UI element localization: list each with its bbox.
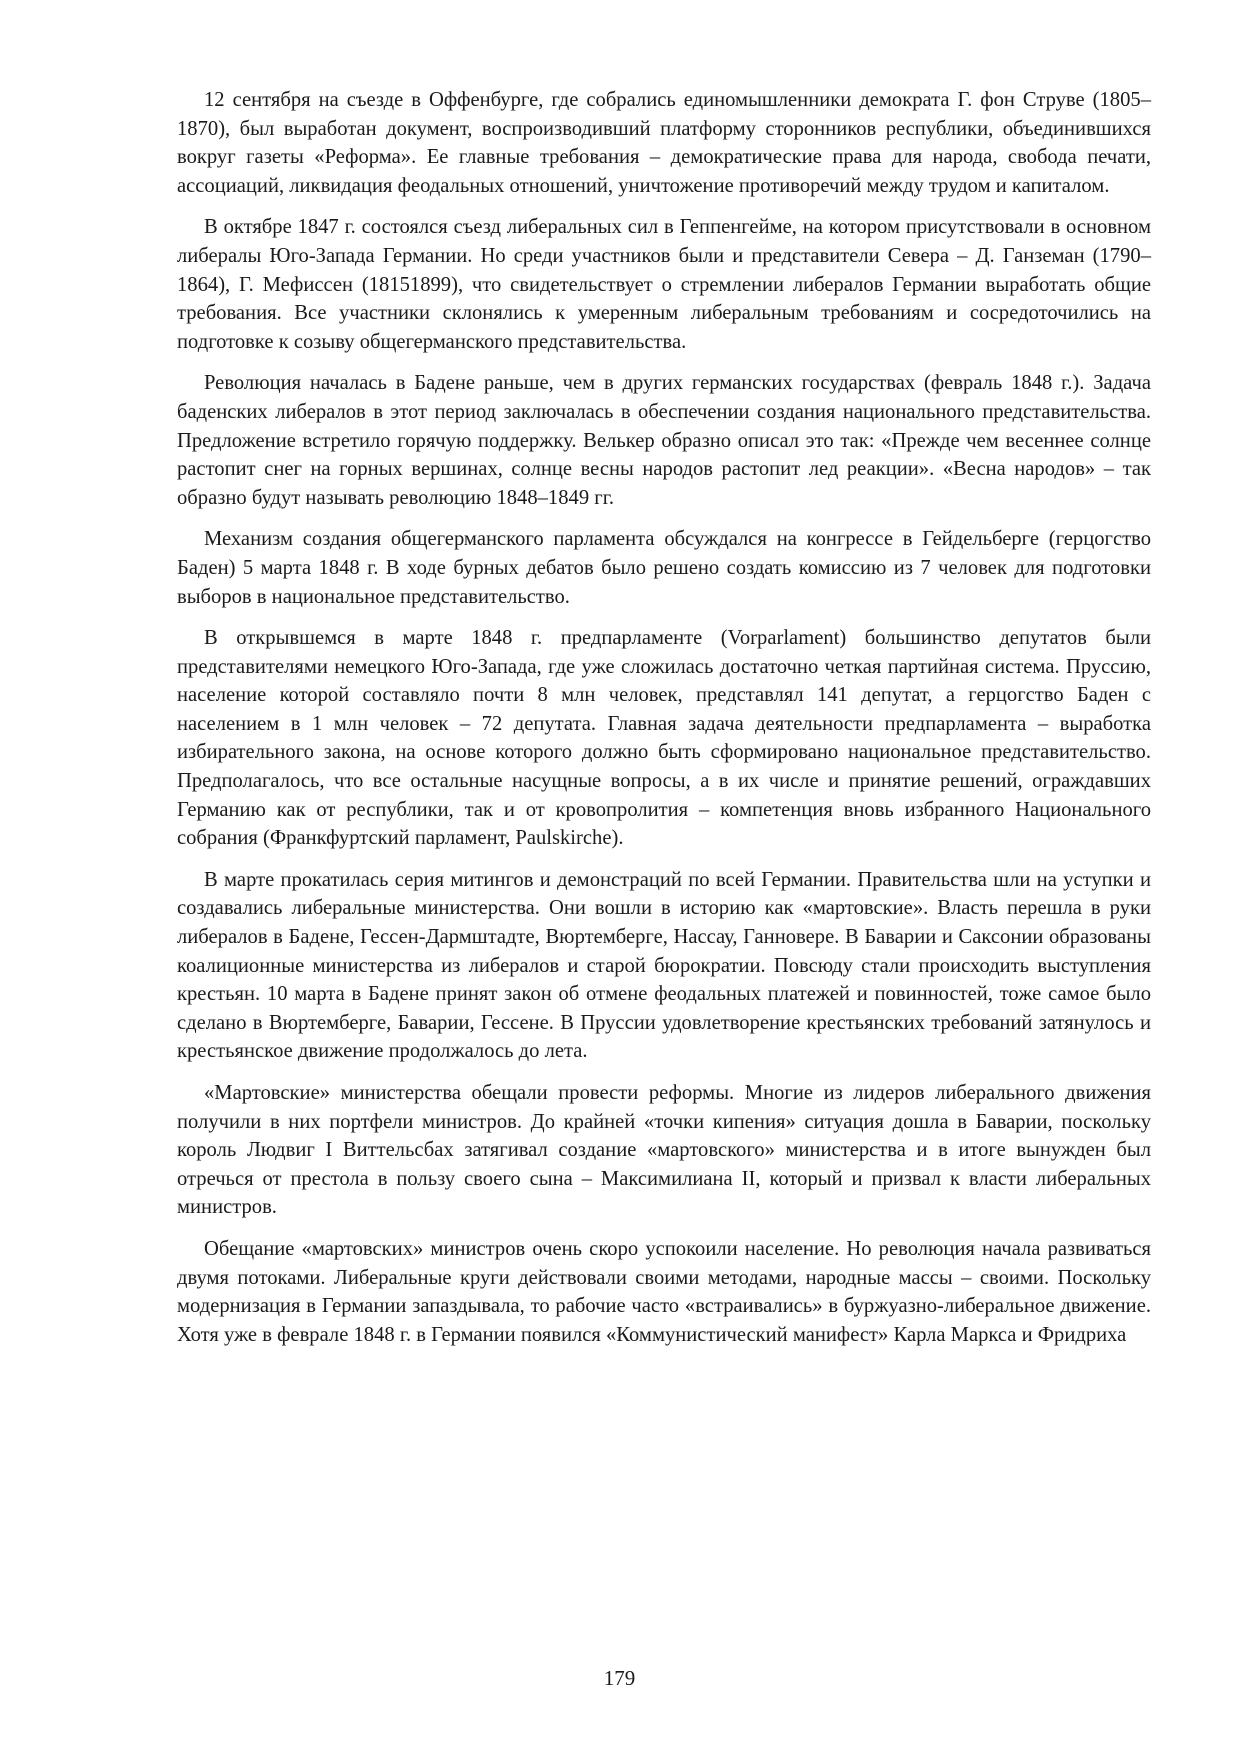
paragraph-3: Революция началась в Бадене раньше, чем в других германских государствах (февраль 1848 г.). Задача баденских либералов в этот период заключалась в обеспечении создания национального представительства. Предложение встретило горячую поддержку. Велькер образно описал это так: «Прежде чем весеннее солнце растопит снег на горных вершинах, солнце весны народов растопит лед реакции». «Весна народов» – так образно будут называть революцию 1848–1849 гг.: [177, 372, 1151, 509]
page-number: 179: [603, 1666, 636, 1690]
paragraph-1: 12 сентября на съезде в Оффенбурге, где собрались единомышленники демократа Г. фон Струве (1805–1870), был выработан документ, воспроизводивший платформу сторонников республики, объединившихся вокруг газеты «Реформа». Ее главные требования – демократические права для народа, свобода печати, ассоциаций, ликвидация феодальных отношений, уничтожение противоречий между трудом и капиталом.: [177, 89, 1151, 197]
paragraph-6: В марте прокатилась серия митингов и демонстраций по всей Германии. Правительства шли на уступки и создавались либеральные министерства. Они вошли в историю как «мартовские». Власть перешла в руки либералов в Бадене, Гессен-Дармштадте, Вюртемберге, Нассау, Ганновере. В Баварии и Саксонии образованы коалиционные министерства из либералов и старой бюрократии. Повсюду стали происходить выступления крестьян. 10 марта в Бадене принят закон об отмене феодальных платежей и повинностей, тоже самое было сделано в Вюртемберге, Баварии, Гессене. В Пруссии удовлетворение крестьянских требований затянулось и крестьянское движение продолжалось до лета.: [177, 868, 1151, 1063]
paragraph-8: Обещание «мартовских» министров очень скоро успокоили население. Но революция начала развиваться двумя потоками. Либеральные круги действовали своими методами, народные массы – своими. Поскольку модернизация в Германии запаздывала, то рабочие часто «встраивались» в буржуазно-либеральное движение. Хотя уже в феврале 1848 г. в Германии появился «Коммунистический манифест» Карла Маркса и Фридриха: [177, 1237, 1151, 1346]
paragraph-7: «Мартовские» министерства обещали провести реформы. Многие из лидеров либерального движения получили в них портфели министров. До крайней «точки кипения» ситуация дошла в Баварии, поскольку король Людвиг I Виттельсбах затягивал создание «мартовского» министерства и в итоге вынужден был отречься от престола в пользу своего сына – Максимилиана II, который и призвал к власти либеральных министров.: [177, 1082, 1151, 1219]
paragraph-5: В открывшемся в марте 1848 г. предпарламенте (Vorparlament) большинство депутатов были представителями немецкого Юго-Запада, где уже сложилась достаточно четкая партийная система. Пруссию, население которой составляло почти 8 млн человек, представлял 141 депутат, а герцогство Баден с населением в 1 млн человек – 72 депутата. Главная задача деятельности предпарламента – выработка избирательного закона, на основе которого должно быть сформировано национальное представительство. Предполагалось, что все остальные насущные вопросы, а в их числе и принятие решений, ограждавших Германию как от республики, так и от кровопролития – компетенция вновь избранного Национального собрания (Франкфуртский парламент, Paulskirche).: [177, 627, 1151, 850]
page-body: [177, 86, 1151, 1362]
paragraph-4: Механизм создания общегерманского парламента обсуждался на конгрессе в Гейдельберге (герцогство Баден) 5 марта 1848 г. В ходе бурных дебатов было решено создать комиссию из 7 человек для подготовки выборов в национальное представительство.: [177, 528, 1151, 608]
paragraph-2: В октябре 1847 г. состоялся съезд либеральных сил в Геппенгейме, на котором присутствовали в основном либералы Юго-Запада Германии. Но среди участников были и представители Севера – Д. Ганземан (1790–1864), Г. Мефиссен (18151899), что свидетельствует о стремлении либералов Германии выработать общие требования. Все участники склонялись к умеренным либеральным требованиям и сосредоточились на подготовке к созыву общегерманского представительства.: [177, 216, 1151, 353]
